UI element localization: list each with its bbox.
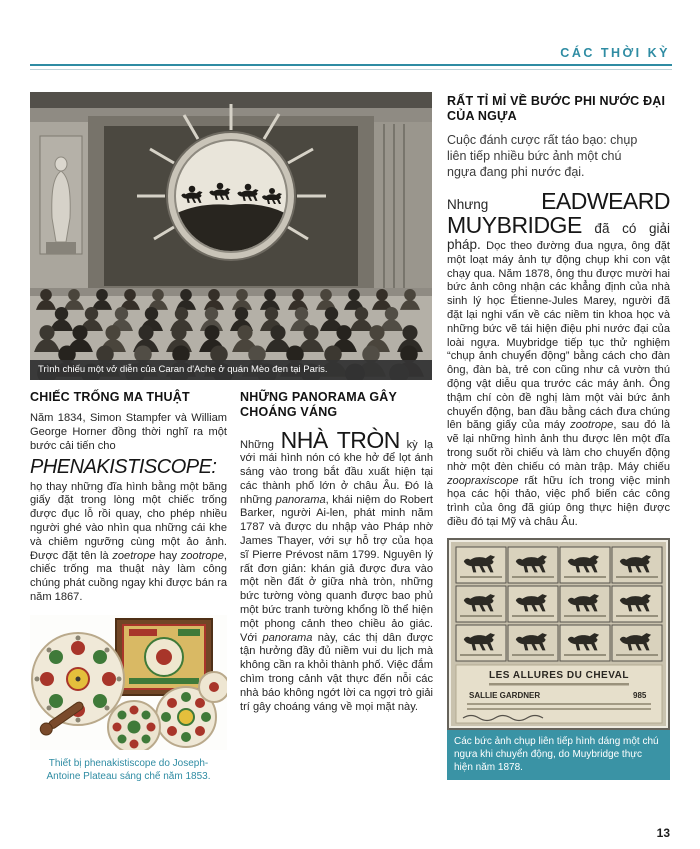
- card-label-panel: [456, 665, 662, 723]
- muybridge-card-figure: [447, 538, 670, 781]
- card-number: 985: [633, 690, 647, 700]
- muybridge-section: [447, 94, 670, 780]
- text-segment: , chiếc trống ma thuật này làm công chúng phát cuồng ngay khi được bán ra năm 1867.: [30, 549, 227, 604]
- muybridge-paragraph: [447, 189, 670, 530]
- text-segment: này, các thị dân được tận hưởng đầy đủ niềm vui du lịch mà không cần ra khỏi thành phố. Việc đắm chìm trong cảnh vật thực đến nỗi các nhà báo không ngớt lời ca ngợi trò giải trí gây choáng váng về mọi mặt này.: [240, 631, 433, 713]
- term-zoetrope: zoetrope: [112, 549, 156, 562]
- muybridge-card-photo: [447, 538, 670, 730]
- term-zoopraxiscope: zoopraxiscope: [447, 474, 519, 487]
- phenakistiscope-figure: [30, 615, 227, 783]
- panorama-paragraph: [240, 428, 433, 715]
- theater-engraving-figure: [30, 92, 432, 380]
- card-horse-name: SALLIE GARDNER: [469, 690, 541, 700]
- page-header: [30, 44, 670, 62]
- term-zootrope: zootrope: [570, 419, 614, 432]
- section-kicker: CÁC THỜI KỲ: [560, 46, 670, 60]
- text-segment: rất hữu ích trong việc minh họa các hội thảo, việc phổ biến các công trình của ông đã giúp ông thực hiện được điều đó tại Mỹ và châu Âu.: [447, 474, 670, 529]
- phenakistiscope-display: PHENAKISTISCOPE:: [30, 455, 217, 478]
- eadweard-muybridge-display: EADWEARD MUYBRIDGE: [447, 187, 670, 239]
- phenakistiscope-caption: Thiết bị phenakistiscope do Joseph-Antoine Plateau sáng chế năm 1853.: [46, 757, 211, 782]
- muybridge-lead: Cuộc đánh cược rất táo bạo: chụp liên tiếp nhiều bức ảnh một chú ngựa đang phi nước đại.: [447, 132, 638, 179]
- drum-paragraph: [30, 412, 227, 605]
- wooden-box: [116, 619, 212, 695]
- theater-caption: Trình chiếu một vở diễn của Caran d'Ache ở quán Mèo đen tại Paris.: [30, 360, 432, 380]
- text-segment: đã có giải pháp.: [447, 221, 670, 253]
- panorama-heading: NHỮNG PANORAMA GÂY CHOÁNG VÁNG: [240, 390, 397, 420]
- text-segment: Năm 1834, Simon Stampfer và William George Horner đồng thời nghĩ ra một bước cải tiến cho: [30, 412, 227, 452]
- header-rule-accent: [30, 64, 672, 66]
- theater-engraving-illustration: [30, 92, 432, 380]
- card-title: LES ALLURES DU CHEVAL: [489, 669, 629, 681]
- nha-tron-display: NHÀ TRÒN: [280, 426, 400, 453]
- text-segment: , khái niệm do Robert Barker, người Ai-len, phát minh năm 1787 và được du nhập vào Pháp nhờ James Thayer, với sự hỗ trợ của họa sĩ Pierre Prévost năm 1799. Nguyên lý rất đơn giản: khán giả được đưa vào một nền đất ở giữa nhà tròn, những bức tường vòng quanh được bao phủ một bức tranh tường khổng lồ thể hiện một phong cảnh theo chiều ảo giác. Với: [240, 493, 433, 644]
- statue-niche: [40, 136, 82, 254]
- term-panorama: panorama: [262, 631, 313, 644]
- term-zootrope: zootrope: [180, 549, 224, 562]
- page-number: 13: [656, 826, 670, 840]
- phenakistiscope-photo: [30, 615, 227, 750]
- text-segment: hay: [155, 549, 181, 562]
- text-segment: kỳ lạ với mái hình nón có khe hở để lọt ánh sáng vào trong bắt đầu xuất hiện tại các thành phố lớn ở châu Âu. Đó là những: [240, 438, 433, 506]
- drum-heading: CHIẾC TRỐNG MA THUẬT: [30, 390, 190, 404]
- panorama-section: [240, 390, 433, 714]
- muybridge-photo-caption: Các bức ảnh chụp liên tiếp hình dáng một chú ngựa khi chuyển động, do Muybridge thực hiện năm 1878.: [447, 730, 670, 781]
- drum-section: [30, 390, 227, 783]
- term-panorama: panorama: [275, 493, 326, 506]
- muybridge-heading: RẤT TỈ MỈ VỀ BƯỚC PHI NƯỚC ĐẠI CỦA NGỰA: [447, 94, 666, 124]
- text-segment: , sau đó là vẽ lại những hình ảnh thu được lên một đĩa trong suốt rồi chiếu và làm cho chuyển động nhờ một đèn chiếu có màn trập. Máy chiếu: [447, 419, 670, 473]
- optical-disc-small: [199, 672, 227, 702]
- text-segment: Những: [240, 438, 281, 451]
- header-rule-light: [30, 69, 672, 70]
- text-segment: Nhưng: [447, 196, 542, 212]
- optical-disc-center: [108, 701, 160, 750]
- text-segment: họ thay những đĩa hình bằng một băng giấy đặt trong lòng một chiếc trống được đục lỗ rồi quay, cho phép nhiều người ghé vào nhìn qua những cái khe và chiêm ngưỡng cùng một ảo ảnh. Được đặt tên là: [30, 480, 227, 562]
- text-segment: Dọc theo đường đua ngựa, ông đặt một loạt máy ảnh tự động chụp khi con vật chạy qua. Năm 1878, ông thu được mười hai bức ảnh công nhận các khẳng định của nhà sinh lý học Étienne-Jules Marey, người đã đặt lại nghi vấn về các niềm tin khoa học và những bức vẽ tái hiện điệu phi nước đại của loài ngựa. Muybridge tiếp tục thử nghiệm “chụp ảnh chuyển động” bằng cách cho đàn ông, đàn bà, trẻ con cũng như cả vườn thú động vật diễu qua trước các máy ảnh. Ông thậm chí còn đề nghị làm một vài bức ảnh chuyển động, ban đầu bằng cách đưa chúng lên băng giấy của máy: [447, 240, 670, 432]
